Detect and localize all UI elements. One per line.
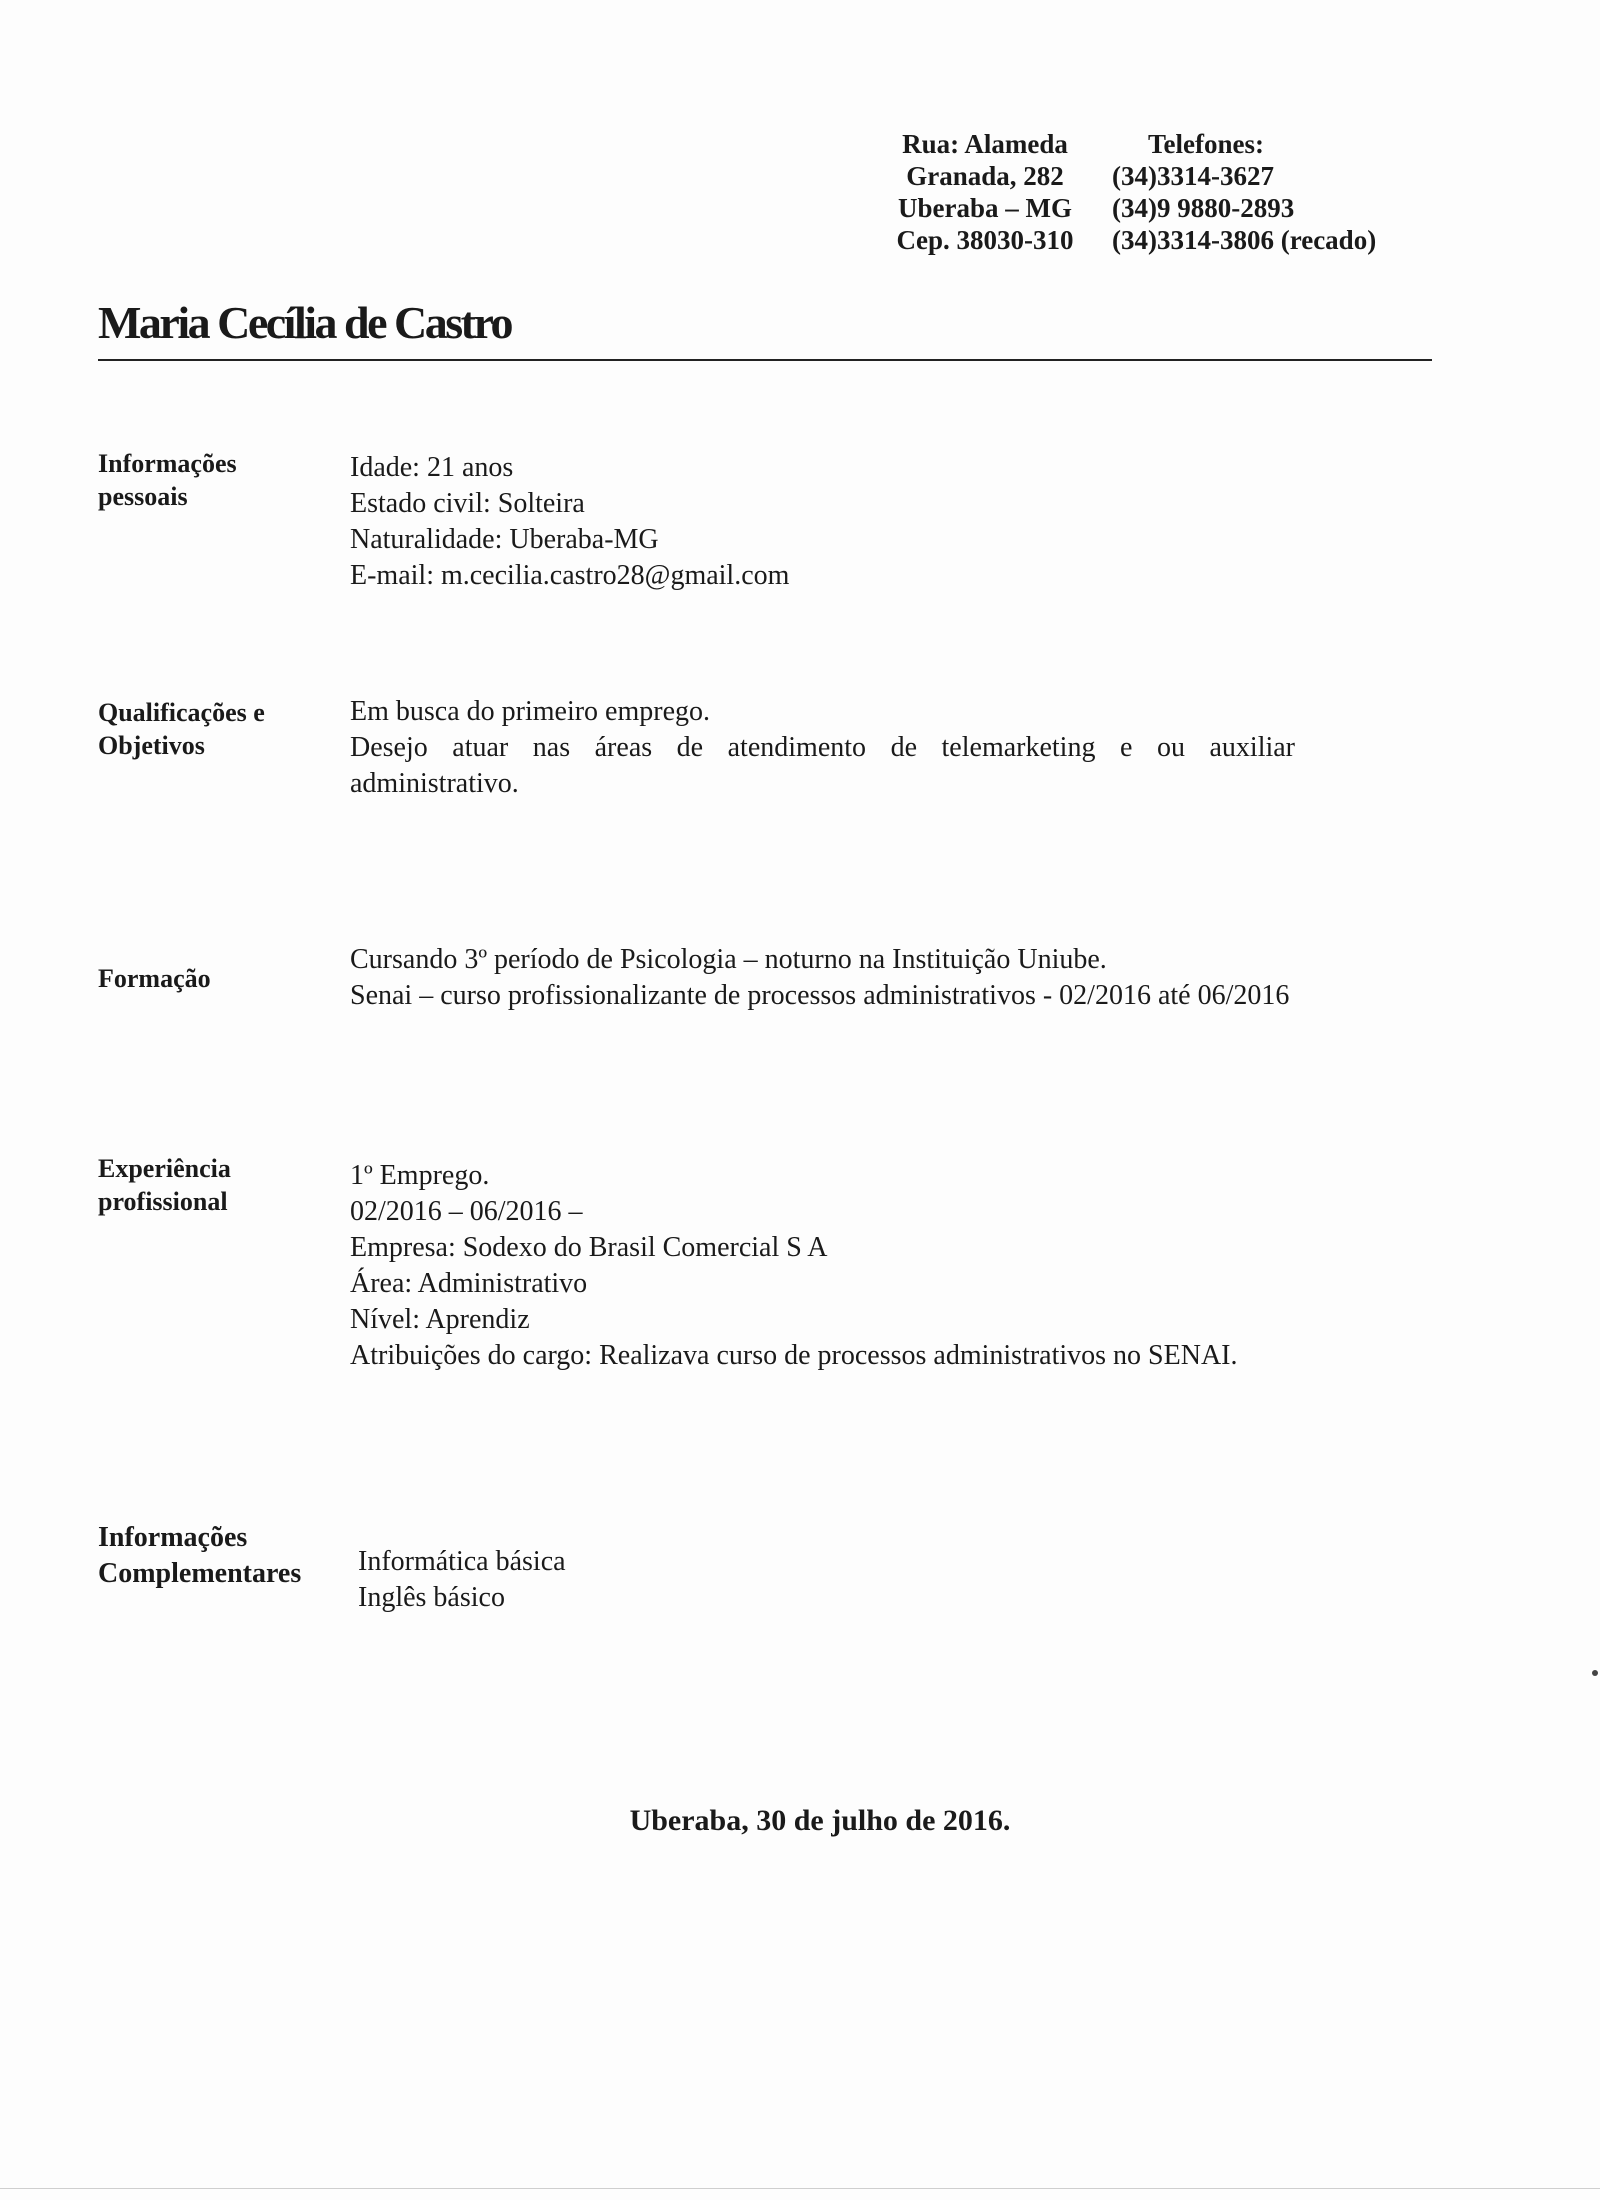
section-label-line: Objetivos [98, 731, 205, 760]
section-label-complementary [98, 1520, 301, 1592]
section-body-education [350, 942, 1295, 1014]
section-label-line: Complementares [98, 1558, 302, 1589]
info-birthplace: Naturalidade: Uberaba-MG [350, 524, 659, 555]
experience-line: Atribuições do cargo: Realizava curso de processos administrativos no SENAI. [350, 1340, 1238, 1371]
header-divider [98, 359, 1432, 361]
section-body-objectives [350, 694, 1295, 802]
phone-line: (34)9 9880-2893 [1112, 193, 1295, 223]
objective-line: Em busca do primeiro emprego. [350, 696, 711, 727]
section-label-line: Informações [98, 1522, 248, 1553]
experience-line: 02/2016 – 06/2016 – [350, 1196, 583, 1227]
candidate-name: Maria Cecília de Castro [98, 297, 512, 348]
section-body-complementary [358, 1544, 1303, 1616]
address-block [860, 128, 1110, 256]
section-label-line: Experiência [98, 1154, 231, 1183]
section-label-education [98, 962, 211, 995]
section-body-experience [350, 1158, 1295, 1374]
info-age: Idade: 21 anos [350, 452, 514, 483]
section-label-personal [98, 447, 237, 513]
section-label-objectives [98, 696, 265, 762]
phone-line: (34)3314-3806 (recado) [1112, 225, 1377, 255]
education-line: Senai – curso profissionalizante de processos administrativos - 02/2016 até 06/2016 [350, 980, 1290, 1011]
experience-line: Área: Administrativo [350, 1268, 588, 1299]
signature-date: Uberaba, 30 de julho de 2016. [629, 1804, 1011, 1837]
info-email: E-mail: m.cecilia.castro28@gmail.com [350, 560, 790, 591]
complementary-line: Informática básica [358, 1546, 566, 1577]
scan-edge-line [0, 2188, 1600, 2189]
complementary-line: Inglês básico [358, 1582, 505, 1613]
section-label-line: Qualificações e [98, 698, 265, 727]
experience-line: Empresa: Sodexo do Brasil Comercial S A [350, 1232, 828, 1263]
phone-line: (34)3314-3627 [1112, 161, 1274, 191]
section-label-line: profissional [98, 1187, 228, 1216]
experience-line: 1º Emprego. [350, 1160, 490, 1191]
experience-line: Nível: Aprendiz [350, 1304, 530, 1335]
address-line: Cep. 38030-310 [896, 225, 1074, 255]
education-line: Cursando 3º período de Psicologia – noturno na Instituição Uniube. [350, 944, 1107, 975]
phones-block [1112, 128, 1432, 256]
section-label-line: pessoais [98, 482, 188, 511]
address-line: Uberaba – MG [898, 193, 1072, 223]
section-label-line: Informações [98, 449, 237, 478]
address-line: Granada, 282 [906, 161, 1064, 191]
info-marital-status: Estado civil: Solteira [350, 488, 585, 519]
address-line: Rua: Alameda [902, 129, 1068, 159]
scan-speck [1592, 1670, 1598, 1676]
section-label-experience [98, 1152, 231, 1218]
section-body-personal [350, 450, 1295, 594]
section-label-line: Formação [98, 964, 211, 993]
phones-title: Telefones: [1148, 129, 1264, 159]
objective-line: Desejo atuar nas áreas de atendimento de telemarketing e ou auxiliar administrativo. [350, 732, 1295, 799]
